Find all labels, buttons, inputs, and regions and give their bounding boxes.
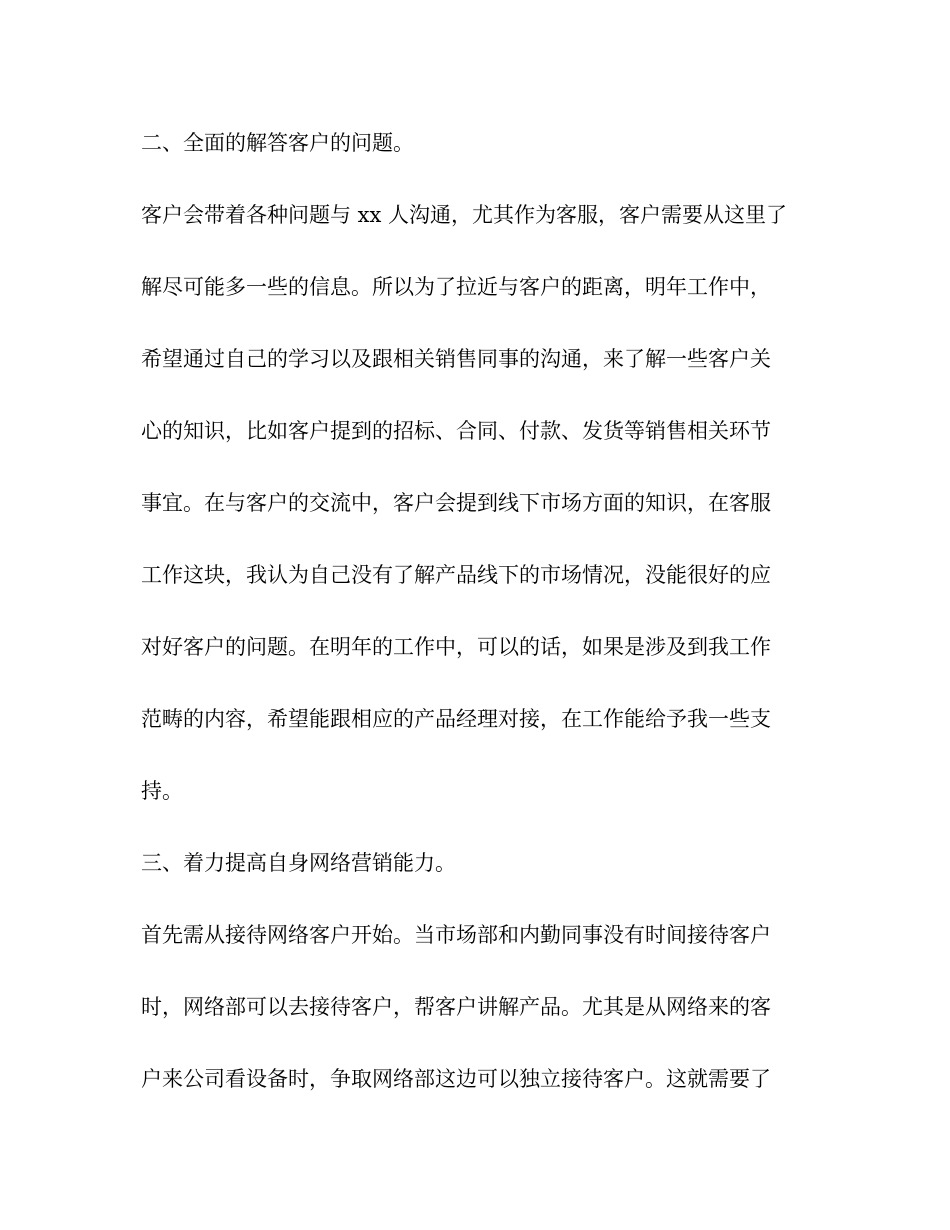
paragraph-line: 时，网络部可以去接待客户，帮客户讲解产品。尤其是从网络来的客 [141, 995, 771, 1019]
paragraph-line: 持。 [141, 779, 183, 803]
section-heading-2: 二、全面的解答客户的问题。 [141, 131, 414, 155]
paragraph-line: 对好客户的问题。在明年的工作中，可以的话，如果是涉及到我工作 [141, 635, 771, 659]
section-heading-3: 三、着力提高自身网络营销能力。 [141, 851, 456, 875]
paragraph-line: 事宜。在与客户的交流中，客户会提到线下市场方面的知识，在客服 [141, 491, 771, 515]
paragraph-line: 户来公司看设备时，争取网络部这边可以独立接待客户。这就需要了 [141, 1067, 771, 1091]
paragraph-line: 首先需从接待网络客户开始。当市场部和内勤同事没有时间接待客户 [141, 923, 771, 947]
paragraph-line: 工作这块，我认为自己没有了解产品线下的市场情况，没能很好的应 [141, 563, 771, 587]
paragraph-line: 解尽可能多一些的信息。所以为了拉近与客户的距离，明年工作中， [141, 275, 771, 299]
paragraph-line: 希望通过自己的学习以及跟相关销售同事的沟通，来了解一些客户关 [141, 347, 771, 371]
paragraph-line: 心的知识，比如客户提到的招标、合同、付款、发货等销售相关环节 [141, 419, 771, 443]
paragraph-line: 范畴的内容，希望能跟相应的产品经理对接，在工作能给予我一些支 [141, 707, 771, 731]
paragraph-line: 客户会带着各种问题与 xx 人沟通，尤其作为客服，客户需要从这里了 [141, 203, 788, 227]
